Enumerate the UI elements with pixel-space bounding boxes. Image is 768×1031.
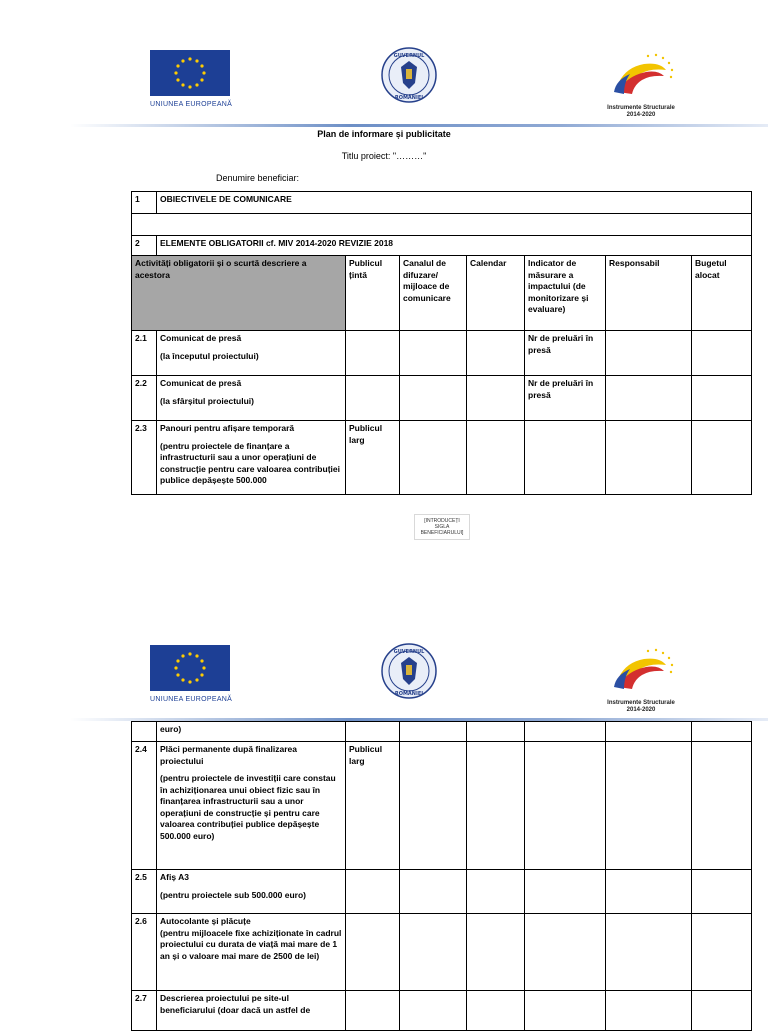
empty-cell xyxy=(400,991,467,1031)
romania-coat-of-arms-icon xyxy=(381,643,437,699)
activity-detail: (pentru proiectele de finanțare a infrastructurii sau a unor operațiuni de construcție pentru care valoarea contribuției publice depășește 500.000 xyxy=(160,440,340,485)
table-header-row xyxy=(132,256,752,331)
table-row xyxy=(132,376,752,421)
is-caption-line-1: Instrumente Structurale xyxy=(607,700,675,706)
publicul-cell: Publicul larg xyxy=(346,742,400,870)
empty-cell xyxy=(132,214,752,236)
eu-flag-icon xyxy=(150,50,230,96)
empty-cell xyxy=(692,742,752,870)
empty-cell xyxy=(606,742,692,870)
empty-cell xyxy=(467,376,525,421)
activity-name: Autocolante și plăcuțe xyxy=(160,916,251,926)
activity-name: Comunicat de presă xyxy=(160,378,242,388)
empty-cell xyxy=(606,421,692,495)
activity-detail: (pentru mijloacele fixe achiziționate în cadrul proiectului cu durata de viață mai mare de 1 an și o valoare mai mare de 2500 de lei) xyxy=(160,927,342,961)
eu-caption: UNIUNEA EUROPEANĂ xyxy=(150,696,233,703)
empty-cell xyxy=(400,742,467,870)
empty-cell xyxy=(467,722,525,742)
activity-detail: (la sfârșitul proiectului) xyxy=(160,395,254,406)
activity-name: Panouri pentru afișare temporară xyxy=(160,423,295,433)
publicul-cell xyxy=(346,870,400,914)
continuation-cell: euro) xyxy=(157,722,346,742)
section-heading: ELEMENTE OBLIGATORII cf. MIV 2014-2020 REVIZIE 2018 xyxy=(157,236,752,256)
empty-cell xyxy=(400,722,467,742)
empty-cell xyxy=(467,742,525,870)
publicul-cell xyxy=(346,991,400,1031)
table-row xyxy=(132,870,752,914)
empty-cell xyxy=(606,991,692,1031)
empty-cell xyxy=(692,421,752,495)
instrumente-structurale-icon xyxy=(600,645,682,695)
header-activitati: Activități obligatorii și o scurtă descriere a acestora xyxy=(132,256,346,331)
row-number: 2.1 xyxy=(132,331,157,376)
activity-cell xyxy=(157,421,346,495)
empty-cell xyxy=(525,742,606,870)
empty-cell xyxy=(346,722,400,742)
table-row xyxy=(132,236,752,256)
row-number: 2.3 xyxy=(132,421,157,495)
empty-cell xyxy=(467,991,525,1031)
empty-cell xyxy=(692,331,752,376)
activity-cell xyxy=(157,376,346,421)
document-title: Plan de informare și publicitate xyxy=(317,129,451,139)
svg-text:GUVERNUL: GUVERNUL xyxy=(393,649,425,655)
section-heading: OBIECTIVELE DE COMUNICARE xyxy=(157,192,752,214)
row-number: 2.4 xyxy=(132,742,157,870)
empty-cell xyxy=(400,870,467,914)
activity-detail: (pentru proiectele sub 500.000 euro) xyxy=(160,889,306,900)
activity-cell xyxy=(157,742,346,870)
table-row xyxy=(132,914,752,991)
empty-cell xyxy=(606,722,692,742)
empty-cell xyxy=(400,376,467,421)
table-row xyxy=(132,192,752,214)
is-caption xyxy=(600,105,682,119)
empty-cell xyxy=(692,914,752,991)
gov-seal xyxy=(381,47,437,108)
header-calendar: Calendar xyxy=(467,256,525,331)
indicator-cell xyxy=(525,421,606,495)
empty-cell xyxy=(692,870,752,914)
indicator-cell: Nr de preluări în presă xyxy=(525,331,606,376)
communication-plan-table xyxy=(131,191,752,495)
indicator-cell: Nr de preluări în presă xyxy=(525,376,606,421)
empty-cell xyxy=(400,914,467,991)
empty-cell xyxy=(692,376,752,421)
row-number: 1 xyxy=(132,192,157,214)
table-row xyxy=(132,421,752,495)
row-number: 2.7 xyxy=(132,991,157,1031)
empty-cell xyxy=(606,870,692,914)
empty-cell xyxy=(606,331,692,376)
beneficiary-logo-placeholder: [INTRODUCEȚI SIGLA BENEFICIARULUI] xyxy=(414,514,470,540)
activity-cell xyxy=(157,914,346,991)
header-responsabil: Responsabil xyxy=(606,256,692,331)
row-number: 2.5 xyxy=(132,870,157,914)
romania-coat-of-arms-icon xyxy=(381,47,437,103)
empty-cell xyxy=(400,331,467,376)
header-divider xyxy=(70,124,768,127)
table-row xyxy=(132,991,752,1031)
activity-cell xyxy=(157,331,346,376)
empty-cell xyxy=(400,421,467,495)
row-number: 2.6 xyxy=(132,914,157,991)
empty-cell xyxy=(692,722,752,742)
header-canalul: Canalul de difuzare/ mijloace de comunicare xyxy=(400,256,467,331)
eu-caption: UNIUNEA EUROPEANĂ xyxy=(150,101,233,108)
activity-cell xyxy=(157,991,346,1031)
publicul-cell: Publicul larg xyxy=(346,421,400,495)
header-buget: Bugetul alocat xyxy=(692,256,752,331)
instrumente-structurale-icon xyxy=(600,50,682,100)
publicul-cell xyxy=(346,376,400,421)
publicul-cell xyxy=(346,331,400,376)
is-caption xyxy=(600,700,682,714)
header-indicator: Indicator de măsurare a impactului (de monitorizare și evaluare) xyxy=(525,256,606,331)
empty-cell xyxy=(525,870,606,914)
empty-cell xyxy=(525,914,606,991)
empty-cell xyxy=(467,870,525,914)
empty-cell xyxy=(606,914,692,991)
is-caption-line-2: 2014-2020 xyxy=(626,112,656,118)
table-row xyxy=(132,722,752,742)
beneficiary-label: Denumire beneficiar: xyxy=(216,173,300,183)
empty-cell xyxy=(467,331,525,376)
empty-cell xyxy=(525,991,606,1031)
svg-text:GUVERNUL: GUVERNUL xyxy=(393,53,425,59)
activity-name: Afiș A3 xyxy=(160,872,189,882)
is-caption-line-2: 2014-2020 xyxy=(626,707,656,713)
table-row xyxy=(132,331,752,376)
instrumente-structurale-logo xyxy=(600,50,682,119)
row-number: 2.2 xyxy=(132,376,157,421)
table-row xyxy=(132,742,752,870)
activity-detail: (pentru proiectele de investiții care constau în achiziționarea unui obiect fizic sau în finanțarea infrastructurii sau a unor operațiuni de construcție și pentru care valoarea contribuției publice depășește 500.000 euro) xyxy=(160,773,336,841)
is-caption-line-1: Instrumente Structurale xyxy=(607,105,675,111)
svg-text:ROMÂNIEI: ROMÂNIEI xyxy=(394,95,424,101)
empty-cell xyxy=(692,991,752,1031)
activity-name: Plăci permanente după finalizarea proiectului xyxy=(160,744,297,766)
row-number: 2 xyxy=(132,236,157,256)
publicul-cell xyxy=(346,914,400,991)
empty-cell xyxy=(525,722,606,742)
eu-flag-icon xyxy=(150,645,230,691)
empty-cell xyxy=(132,722,157,742)
gov-seal xyxy=(381,643,437,704)
project-title: Titlu proiect: "………" xyxy=(341,151,427,161)
empty-cell xyxy=(467,421,525,495)
header-publicul: Publicul țintă xyxy=(346,256,400,331)
eu-logo xyxy=(150,50,232,108)
activity-detail: (la începutul proiectului) xyxy=(160,350,259,361)
empty-cell xyxy=(467,914,525,991)
svg-text:ROMÂNIEI: ROMÂNIEI xyxy=(394,691,424,697)
empty-cell xyxy=(606,376,692,421)
communication-plan-table-continued xyxy=(131,721,752,1031)
table-row xyxy=(132,214,752,236)
activity-name: Comunicat de presă xyxy=(160,333,242,343)
eu-logo xyxy=(150,645,232,703)
activity-name: Descrierea proiectului pe site-ul beneficiarului (doar dacă un astfel de xyxy=(160,993,311,1015)
activity-cell xyxy=(157,870,346,914)
instrumente-structurale-logo xyxy=(600,645,682,714)
